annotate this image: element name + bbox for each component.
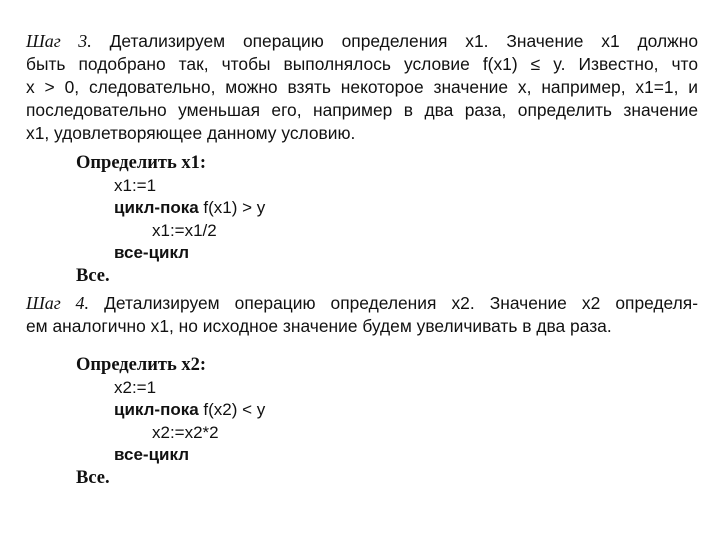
step3-title: Шаг 3. — [26, 31, 92, 51]
step4-line-2: ем аналогично x1, но исходное значение будем увеличивать в два раза. — [26, 316, 612, 336]
algorithm-x1-body: x1:=x1/2 — [152, 220, 217, 240]
algorithm-x2-init: x2:=1 — [114, 377, 157, 397]
loop-condition: f(x2) < y — [198, 400, 266, 419]
step3-line-3: x > 0, следовательно, можно взять некоторое значение x, например, x1=1, и — [26, 77, 698, 97]
algorithm-x1-end: Все. — [76, 265, 110, 286]
step3-line-1: Шаг 3. Детализируем операцию определения x1. Значение x1 должно — [26, 31, 698, 51]
step4-line-1: Шаг 4. Детализируем операцию определения x2. Значение x2 определя- — [26, 293, 699, 313]
algorithm-x2-header: Определить x2: — [76, 355, 207, 375]
step3-line-5: x1, удовлетворяющее данному условию. — [26, 123, 356, 143]
algorithm-x1 — [76, 152, 496, 287]
step4-paragraph — [26, 292, 698, 338]
loop-keyword: цикл-пока — [114, 400, 199, 419]
step3-line-4: последовательно уменьшая его, например в два раза, определить значение — [26, 100, 698, 120]
step4-title: Шаг 4. — [26, 293, 90, 313]
loop-condition: f(x1) > y — [198, 198, 266, 217]
algorithm-x1-init: x1:=1 — [114, 175, 157, 195]
algorithm-x1-header: Определить x1: — [76, 153, 207, 173]
loop-keyword: цикл-пока — [114, 198, 199, 217]
algorithm-x2-end: Все. — [76, 467, 110, 488]
step3-paragraph — [26, 30, 698, 145]
algorithm-x2 — [76, 354, 496, 489]
algorithm-x2-end-loop: все-цикл — [114, 445, 190, 464]
algorithm-x2-loop — [76, 399, 496, 422]
algorithm-x2-body: x2:=x2*2 — [152, 422, 219, 442]
algorithm-x1-end-loop: все-цикл — [114, 243, 190, 262]
step3-line-2: быть подобрано так, чтобы выполнялось условие f(x1) ≤ y. Известно, что — [26, 54, 698, 74]
algorithm-x1-loop — [76, 197, 496, 220]
